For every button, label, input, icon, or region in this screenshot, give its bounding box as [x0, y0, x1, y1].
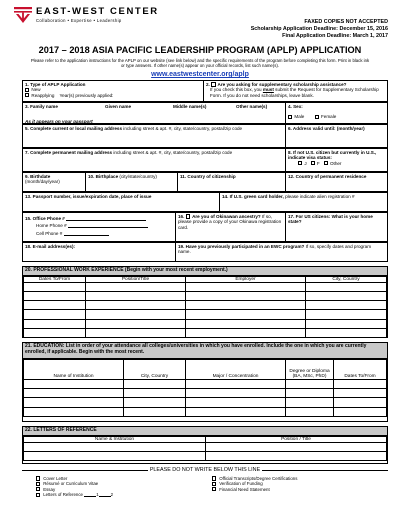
field-application-type: [23, 81, 203, 101]
edu-col-major: Major / Concentration: [186, 360, 286, 380]
form-row-name: [22, 102, 388, 124]
home-state-label: 17. For US citizens: What is your home state?: [288, 214, 373, 225]
table-row: [24, 380, 387, 389]
ref-number-2: 2: [110, 492, 114, 498]
field-okinawan-ancestry: [175, 213, 285, 241]
table-cell[interactable]: [334, 407, 387, 416]
field-permanent-address[interactable]: [23, 149, 285, 171]
field-sex: [285, 103, 387, 123]
birthplace-label: 10. Birthplace: [88, 174, 119, 179]
field-phones: [23, 213, 175, 241]
green-card-label: 14. If U.S. green card holder,: [222, 194, 284, 199]
form-instructions: Please refer to the application instructions for the APLP on our website (see link below) and the specific requirements of the program before completing this form. Print in black ink or type answers. If other name(s) appear on your official records, list such name(s).: [30, 58, 370, 69]
table-cell[interactable]: [24, 407, 124, 416]
table-cell[interactable]: [86, 328, 186, 337]
office-item-label: Verification of Funding: [219, 481, 263, 487]
citizenship-label: 11. Country of citizenship: [180, 174, 236, 179]
field-birthplace[interactable]: [85, 173, 177, 191]
office-checkbox[interactable]: [36, 476, 40, 480]
table-row: [24, 282, 387, 291]
table-cell[interactable]: [86, 282, 186, 291]
table-cell[interactable]: [186, 282, 306, 291]
female-checkbox[interactable]: [315, 115, 319, 119]
form-row-permanent-address: [22, 148, 388, 172]
ref-col-position: Position / Title: [206, 436, 387, 442]
home-phone-input[interactable]: [68, 224, 148, 229]
office-checkbox[interactable]: [212, 482, 216, 486]
field-name[interactable]: [23, 103, 285, 123]
cell-phone-label: Cell Phone #: [36, 230, 63, 236]
table-cell[interactable]: [86, 301, 186, 310]
table-cell[interactable]: [334, 398, 387, 407]
ref-blank: [84, 492, 99, 498]
birthplace-hint: (city/state/country): [119, 174, 157, 179]
table-cell[interactable]: [306, 301, 387, 310]
field-citizenship[interactable]: [177, 173, 285, 191]
table-row: [24, 301, 387, 310]
table-cell[interactable]: [24, 310, 86, 319]
table-row: [24, 291, 387, 300]
section-work-experience: [22, 266, 388, 338]
org-tagline: Collaboration • Expertise • Leadership: [36, 18, 122, 23]
ref-blank: [99, 492, 114, 498]
previous-ewc-label: 19. Have you previously participated in an EWC program?: [178, 244, 305, 249]
field-1-label: 1. Type of APLP Application: [25, 82, 86, 87]
table-cell[interactable]: [306, 328, 387, 337]
table-cell[interactable]: [306, 310, 387, 319]
new-checkbox[interactable]: [25, 88, 29, 92]
table-cell[interactable]: [186, 291, 306, 300]
okinawan-question: Are you of Okinawan ancestry?: [192, 214, 261, 219]
previous-ewc-hint: If so, specify dates and program name.: [178, 244, 372, 255]
form-row-current-address: [22, 124, 388, 148]
table-cell[interactable]: [186, 380, 286, 389]
form-title: 2017 – 2018 ASIA PACIFIC LEADERSHIP PROGRAM (APLP) APPLICATION: [38, 45, 362, 55]
current-address-hint: including street & apt. #, city, state/country, postal/zip code: [123, 126, 243, 131]
middle-name-label: Middle name(s): [173, 104, 207, 109]
work-col-position: Position/Title: [86, 276, 186, 282]
field-previous-ewc[interactable]: [175, 243, 387, 261]
references-table: [23, 436, 387, 462]
visa-other-label: Other: [329, 160, 342, 166]
visa-status-label: 8. If not U.S. citizen but currently in U.S., indicate visa status:: [288, 150, 377, 161]
table-cell[interactable]: [24, 328, 86, 337]
application-form: [22, 80, 388, 510]
passport-name-note: As it appears on your passport: [25, 119, 93, 123]
table-cell[interactable]: [24, 301, 86, 310]
table-cell[interactable]: [186, 301, 306, 310]
visa-f-checkbox[interactable]: [311, 161, 315, 165]
table-cell[interactable]: [286, 398, 334, 407]
table-cell[interactable]: [24, 291, 86, 300]
address-valid-label: 6. Address valid until: (month/year): [288, 126, 365, 131]
table-cell[interactable]: [286, 407, 334, 416]
office-use-divider: [22, 466, 388, 476]
email-label: 18. E-mail address(es):: [25, 244, 76, 249]
table-cell[interactable]: [286, 389, 334, 398]
permanent-residence-label: 12. Country of permanent residence: [288, 174, 367, 179]
sex-label: 4. Sex:: [288, 104, 303, 109]
form-row-passport: [22, 192, 388, 212]
references-title: 22. LETTERS OF REFERENCE: [23, 427, 387, 436]
home-phone-label: Home Phone #: [36, 223, 67, 229]
edu-col-dates: Dates To/From: [334, 360, 387, 380]
edu-col-degree: Degree or Diploma (BA, MSc, PhD): [286, 360, 334, 380]
office-checkbox[interactable]: [212, 476, 216, 480]
visa-other-checkbox[interactable]: [324, 161, 328, 165]
table-cell[interactable]: [24, 282, 86, 291]
form-row-birth: [22, 172, 388, 192]
table-cell[interactable]: [24, 319, 86, 328]
other-name-label: Other name(s): [236, 104, 268, 109]
form-row-phone: [22, 212, 388, 242]
office-item-financial-need: [212, 487, 297, 492]
reapplying-checkbox[interactable]: [25, 93, 29, 97]
office-item-label: Letters of Reference: [43, 492, 83, 498]
office-item-label: Cover Letter: [43, 476, 68, 481]
permanent-address-label: 7. Complete permanent mailing address: [25, 150, 113, 155]
visa-j-checkbox[interactable]: [298, 161, 302, 165]
edu-col-institution: Name of Institution: [24, 360, 124, 380]
office-checkbox[interactable]: [36, 493, 40, 497]
office-item-label: Official Transcripts/Degree Certifications: [219, 476, 298, 481]
female-label: Female: [320, 114, 337, 120]
work-experience-table: [23, 276, 387, 338]
table-row: [24, 442, 387, 451]
scholarship-question: Are you asking for supplementary scholarship assistance?: [217, 82, 347, 87]
table-cell[interactable]: [306, 291, 387, 300]
table-row: [24, 310, 387, 319]
table-cell[interactable]: [286, 380, 334, 389]
section-education: [22, 342, 388, 422]
scholarship-checkbox[interactable]: [211, 82, 215, 86]
table-row: [24, 398, 387, 407]
table-row: [24, 319, 387, 328]
table-cell[interactable]: [24, 389, 124, 398]
table-row: [24, 407, 387, 416]
table-cell[interactable]: [124, 389, 186, 398]
office-phone-label: 15. Office Phone #: [25, 216, 65, 221]
field-supplementary-scholarship: [203, 81, 387, 101]
ref-number-1: 1: [96, 492, 99, 498]
do-not-write-label: PLEASE DO NOT WRITE BELOW THIS LINE: [149, 467, 261, 473]
table-cell[interactable]: [306, 282, 387, 291]
table-cell[interactable]: [206, 451, 387, 460]
office-item-references: [36, 492, 113, 497]
field-passport[interactable]: [23, 193, 219, 211]
scholarship-note-must: must: [262, 87, 274, 93]
field-2-label: 2.: [206, 82, 210, 87]
field-address-valid-until[interactable]: [285, 125, 387, 147]
field-home-state[interactable]: [285, 213, 387, 241]
green-card-hint: please indicate alien registration #: [285, 194, 355, 199]
scholarship-deadline: Scholarship Application Deadline: December 15, 2016: [250, 26, 388, 32]
work-experience-title: 20. PROFESSIONAL WORK EXPERIENCE (Begin with your most recent employment.): [23, 267, 387, 276]
scholarship-note-a: If you check this box, you: [210, 87, 262, 93]
office-checkbox[interactable]: [36, 482, 40, 486]
new-label: New: [31, 87, 41, 93]
office-checklist-left: [36, 476, 113, 498]
office-item-label: Résumé or Curriculum Vitae: [43, 481, 99, 487]
table-cell[interactable]: [86, 319, 186, 328]
previous-years-label: Year(s) previously applied:: [59, 92, 114, 98]
field-visa-status: [285, 149, 387, 171]
birthdate-label: 9. Birthdate: [25, 174, 51, 179]
table-cell[interactable]: [24, 442, 206, 451]
okinawan-checkbox[interactable]: [186, 214, 190, 218]
birthdate-hint: (month/day/year): [25, 179, 60, 185]
office-checklist-right: [212, 476, 297, 492]
table-cell[interactable]: [334, 380, 387, 389]
table-cell[interactable]: [206, 442, 387, 451]
field-email[interactable]: [23, 243, 175, 261]
education-table: [23, 359, 387, 417]
table-cell[interactable]: [24, 380, 124, 389]
male-label: Male: [294, 114, 305, 120]
male-checkbox[interactable]: [288, 115, 292, 119]
office-item-label: Financial Need Statement: [219, 486, 270, 492]
table-cell[interactable]: [186, 389, 286, 398]
family-name-label: 3. Family name: [25, 104, 58, 109]
form-row-email: [22, 242, 388, 262]
section-references: [22, 426, 388, 464]
okinawan-hint: If so, please provide a copy of your Okinawa registration card.: [178, 214, 282, 230]
office-checkbox[interactable]: [36, 487, 40, 491]
table-cell[interactable]: [186, 328, 306, 337]
office-phone-input[interactable]: [66, 217, 146, 222]
work-col-employer: Employer: [186, 276, 306, 282]
table-cell[interactable]: [124, 398, 186, 407]
fax-note: FAXED COPIES NOT ACCEPTED: [304, 19, 388, 25]
field-green-card[interactable]: [219, 193, 387, 211]
form-row-application-type: [22, 80, 388, 102]
scholarship-note-b: submit the Request for Supplementary Scholarship Form. If you do not need scholarships, leave blank.: [210, 87, 379, 98]
table-cell[interactable]: [186, 407, 286, 416]
work-col-dates: Dates To/From: [24, 276, 86, 282]
table-cell[interactable]: [186, 398, 286, 407]
table-row: [24, 451, 387, 460]
permanent-address-hint: including street & apt. #, city, state/country, postal/zip code: [113, 150, 233, 155]
ref-col-name: Name & Institution: [24, 436, 206, 442]
field-current-address[interactable]: [23, 125, 285, 147]
visa-j-label: J: [304, 160, 307, 166]
office-item-label: Essay: [43, 486, 56, 492]
field-permanent-residence[interactable]: [285, 173, 387, 191]
final-deadline: Final Application Deadline: March 1, 2017: [282, 33, 388, 39]
work-col-city: City, Country: [306, 276, 387, 282]
education-header-row: [24, 360, 387, 380]
visa-f-label: F: [316, 160, 320, 166]
table-row: [24, 328, 387, 337]
table-cell[interactable]: [124, 380, 186, 389]
table-cell[interactable]: [334, 389, 387, 398]
cell-phone-input[interactable]: [64, 231, 109, 236]
table-cell[interactable]: [186, 319, 306, 328]
org-name: EAST-WEST CENTER: [36, 6, 159, 17]
table-cell[interactable]: [86, 291, 186, 300]
passport-label: 13. Passport number, issue/expiration date, place of issue: [25, 194, 152, 199]
education-title: 21. EDUCATION: List in order of your attendance all colleges/universities in which you have enrolled. Include the one in which you are currently enrolled, if applicable. Begin with the most recent.: [23, 343, 387, 359]
reapplying-label: Reapplying: [31, 92, 55, 98]
table-cell[interactable]: [86, 310, 186, 319]
office-checkbox[interactable]: [212, 487, 216, 491]
field-birthdate[interactable]: [23, 173, 85, 191]
table-cell[interactable]: [124, 407, 186, 416]
table-cell[interactable]: [24, 398, 124, 407]
table-cell[interactable]: [306, 319, 387, 328]
table-cell[interactable]: [186, 310, 306, 319]
table-row: [24, 389, 387, 398]
okinawan-number: 16.: [178, 214, 185, 219]
program-website-link[interactable]: www.eastwestcenter.org/aplp: [151, 71, 249, 78]
table-cell[interactable]: [24, 451, 206, 460]
given-name-label: Given name: [105, 104, 132, 109]
east-west-center-logo-icon: [14, 6, 32, 24]
edu-col-city: City, Country: [124, 360, 186, 380]
current-address-label: 5. Complete current or local mailing address: [25, 126, 123, 131]
